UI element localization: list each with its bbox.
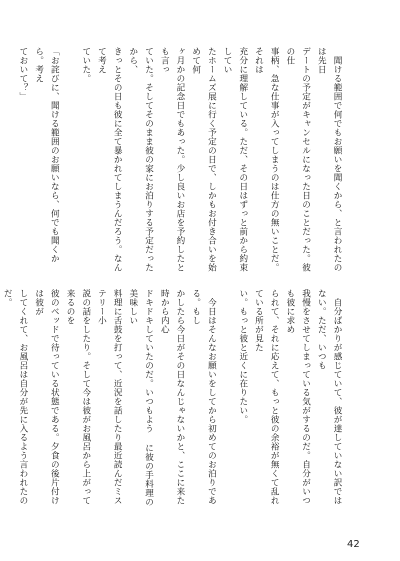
text-line: 料理に舌鼓を打って、近況を話したり最近読んだミステリー小 (96, 289, 123, 505)
text-line: 充分に理解している。ただ、その日はずっと前から約束してい (222, 47, 248, 272)
text-line: 「お詫びに、聞ける範囲のお願いなら、何でも聞くから。考え (33, 47, 60, 263)
text-line: 我慢をさせてしまっている気がするのだ。自分がいつも彼に求め (284, 289, 311, 505)
text-line: きっとその日も彼に全て暴かれてしまうんだろう。なんて考え (96, 47, 123, 272)
top-text-block (17, 47, 344, 279)
text-line: デートの予定がキャンセルになった日のことだった。彼の仕 (284, 47, 311, 272)
text-line: たホームズ展に行く予定の日で、しかもお付き合いを始めて何 (190, 47, 217, 272)
text-line: してくれて、お風呂は自分が先に入るよう言われたのだ。 (2, 289, 28, 505)
text-line: 彼のベッドで待っている状態である。夕食の後片付けは彼が (33, 289, 60, 505)
text-line: 今日はそんなお願いをしてから初めてのお泊りである。もし (190, 289, 217, 505)
text-line: かしたら今日がその日なんじゃないかと、ここに来た時から内心 (159, 289, 185, 505)
page-number: 42 (347, 539, 360, 550)
text-line: 聞ける範囲で何でもお願いを聞くから、と言われたのは先日 (316, 47, 342, 272)
text-line (0, 47, 14, 279)
text-line: ドキドキしていたのだ。いつもよう に彼の手料理の美味しい (127, 289, 154, 507)
text-line: 説の話をしたり。そして今は彼がお風呂から上がって来るのを (65, 289, 91, 505)
text-line: 事柄、急な仕事が入ってしまうのは仕方の無いことだ。それは (253, 47, 280, 272)
text-line: 自分ばかりが感じていて、彼が達していない訳ではない。ただ、いつも (316, 289, 342, 505)
text-line: い。もっと彼と近くに在りたい。 (237, 289, 248, 424)
text-line (61, 47, 77, 279)
text-line: ていた。そしてそのまま彼の家にお泊りする予定だったから、 (127, 47, 154, 272)
text-line: ヶ月かの記念日でもあった。少し良いお店を予約したとも言っ (159, 47, 185, 272)
text-line (218, 289, 234, 511)
bottom-text-block (2, 289, 344, 511)
text-line: られて、それに応えて、もっと彼の余裕が無くて乱れている所が見た (253, 289, 280, 505)
text-line: ておいて？」 (17, 47, 28, 101)
text-line: ていた。 (80, 47, 91, 83)
